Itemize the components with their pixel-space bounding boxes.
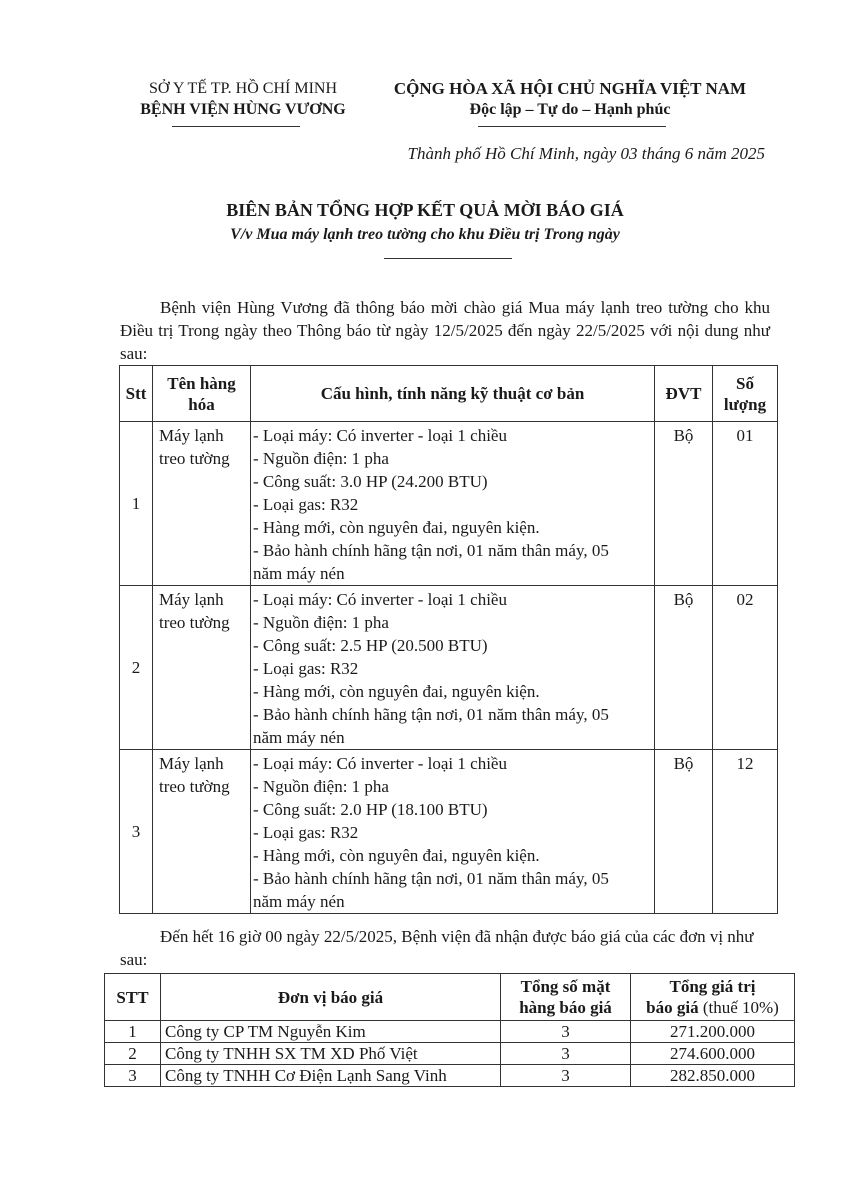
item-unit: Bộ xyxy=(655,750,713,914)
spec-table xyxy=(119,365,778,914)
config-line: - Nguồn điện: 1 pha xyxy=(253,449,389,468)
total-header-line2 xyxy=(635,997,790,1018)
config-line: - Loại máy: Có inverter - loại 1 chiều xyxy=(253,754,507,773)
col-header-stt: STT xyxy=(105,974,161,1021)
document-title: BIÊN BẢN TỔNG HỢP KẾT QUẢ MỜI BÁO GIÁ xyxy=(226,200,624,220)
spec-row xyxy=(120,586,778,750)
col-header-config: Cấu hình, tính năng kỹ thuật cơ bản xyxy=(251,366,655,422)
config-line: - Hàng mới, còn nguyên đai, nguyên kiện. xyxy=(253,518,540,537)
title-underline xyxy=(384,258,512,259)
item-name: Máy lạnh treo tường xyxy=(153,586,251,750)
spec-row xyxy=(120,750,778,914)
config-line: - Loại máy: Có inverter - loại 1 chiều xyxy=(253,426,507,445)
col-header-stt: Stt xyxy=(120,366,153,422)
item-unit: Bộ xyxy=(655,586,713,750)
motto-underline xyxy=(478,126,666,127)
config-line: - Công suất: 2.5 HP (20.500 BTU) xyxy=(253,636,488,655)
item-unit: Bộ xyxy=(655,422,713,586)
col-header-name: Tên hàng hóa xyxy=(153,366,251,422)
quote-stt: 3 xyxy=(105,1065,161,1087)
config-line: - Hàng mới, còn nguyên đai, nguyên kiện. xyxy=(253,846,540,865)
config-line: năm máy nén xyxy=(253,892,345,911)
row-stt: 3 xyxy=(120,750,153,914)
quote-row xyxy=(105,1065,795,1087)
config-line: - Nguồn điện: 1 pha xyxy=(253,613,389,632)
quotes-intro-paragraph: Đến hết 16 giờ 00 ngày 22/5/2025, Bệnh viện đã nhận được báo giá của các đơn vị như sau: xyxy=(120,927,754,969)
item-config xyxy=(251,422,655,586)
quotes-table xyxy=(104,973,795,1087)
row-stt: 1 xyxy=(120,422,153,586)
col-header-qty: Số lượng xyxy=(713,366,778,422)
total-header-line1: Tổng giá trị xyxy=(669,977,756,996)
config-line: - Bảo hành chính hãng tận nơi, 01 năm thân máy, 05 xyxy=(253,869,609,888)
quote-total: 274.600.000 xyxy=(631,1043,795,1065)
config-line: - Loại máy: Có inverter - loại 1 chiều xyxy=(253,590,507,609)
config-line: năm máy nén xyxy=(253,728,345,747)
quote-stt: 2 xyxy=(105,1043,161,1065)
item-config xyxy=(251,750,655,914)
quote-count: 3 xyxy=(501,1065,631,1087)
config-line: - Loại gas: R32 xyxy=(253,823,359,842)
quote-vendor: Công ty TNHH SX TM XD Phố Việt xyxy=(161,1043,501,1065)
national-motto: Độc lập – Tự do – Hạnh phúc xyxy=(469,101,671,118)
spec-table-header-row xyxy=(120,366,778,422)
quote-row xyxy=(105,1021,795,1043)
quote-stt: 1 xyxy=(105,1021,161,1043)
col-header-count: Tổng số mặt hàng báo giá xyxy=(501,974,631,1021)
quote-count: 3 xyxy=(501,1021,631,1043)
date-line: Thành phố Hồ Chí Minh, ngày 03 tháng 6 năm 2025 xyxy=(407,144,765,163)
hospital-name: BỆNH VIỆN HÙNG VƯƠNG xyxy=(140,101,346,118)
national-header xyxy=(360,78,780,120)
nation-name: CỘNG HÒA XÃ HỘI CHỦ NGHĨA VIỆT NAM xyxy=(393,79,747,98)
config-line: - Bảo hành chính hãng tận nơi, 01 năm thân máy, 05 xyxy=(253,541,609,560)
item-name: Máy lạnh treo tường xyxy=(153,750,251,914)
total-header-bold: báo giá xyxy=(646,998,699,1017)
quotes-table-header-row xyxy=(105,974,795,1021)
quote-total: 271.200.000 xyxy=(631,1021,795,1043)
document-subtitle: V/v Mua máy lạnh treo tường cho khu Điều trị Trong ngày xyxy=(230,226,620,243)
config-line: - Nguồn điện: 1 pha xyxy=(253,777,389,796)
item-qty: 02 xyxy=(713,586,778,750)
config-line: - Công suất: 2.0 HP (18.100 BTU) xyxy=(253,800,488,819)
total-header-note: (thuế 10%) xyxy=(702,998,779,1017)
intro-paragraph: Bệnh viện Hùng Vương đã thông báo mời chào giá Mua máy lạnh treo tường cho khu Điều trị Trong ngày theo Thông báo từ ngày 12/5/2025 đến ngày 22/5/2025 với nội dung như sau: xyxy=(120,298,770,363)
col-header-vendor: Đơn vị báo giá xyxy=(161,974,501,1021)
quote-row xyxy=(105,1043,795,1065)
issuer-header xyxy=(108,78,378,120)
config-line: - Bảo hành chính hãng tận nơi, 01 năm thân máy, 05 xyxy=(253,705,609,724)
config-line: - Loại gas: R32 xyxy=(253,495,359,514)
quote-vendor: Công ty TNHH Cơ Điện Lạnh Sang Vinh xyxy=(161,1065,501,1087)
col-header-unit: ĐVT xyxy=(655,366,713,422)
item-qty: 01 xyxy=(713,422,778,586)
item-qty: 12 xyxy=(713,750,778,914)
config-line: năm máy nén xyxy=(253,564,345,583)
agency-name: SỞ Y TẾ TP. HỒ CHÍ MINH xyxy=(148,80,337,97)
config-line: - Hàng mới, còn nguyên đai, nguyên kiện. xyxy=(253,682,540,701)
quote-total: 282.850.000 xyxy=(631,1065,795,1087)
item-name: Máy lạnh treo tường xyxy=(153,422,251,586)
row-stt: 2 xyxy=(120,586,153,750)
quote-count: 3 xyxy=(501,1043,631,1065)
spec-row xyxy=(120,422,778,586)
quote-vendor: Công ty CP TM Nguyễn Kim xyxy=(161,1021,501,1043)
item-config xyxy=(251,586,655,750)
issuer-underline xyxy=(172,126,300,127)
config-line: - Loại gas: R32 xyxy=(253,659,359,678)
config-line: - Công suất: 3.0 HP (24.200 BTU) xyxy=(253,472,488,491)
col-header-total xyxy=(631,974,795,1021)
